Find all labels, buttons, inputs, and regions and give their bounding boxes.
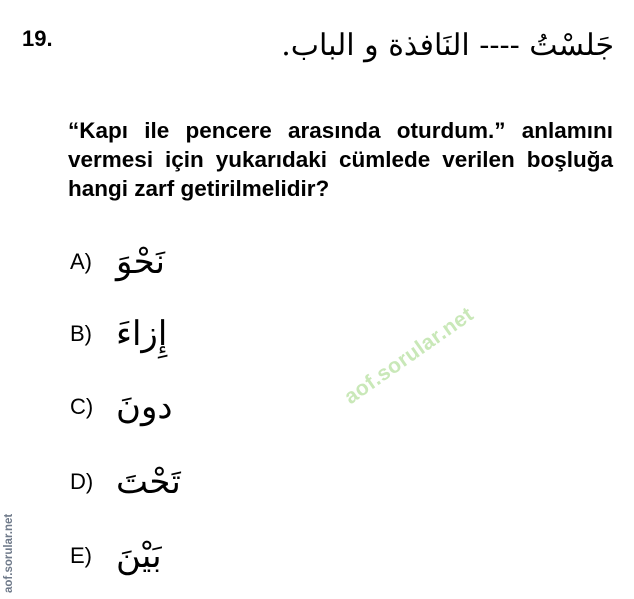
option-a[interactable] xyxy=(70,242,270,302)
option-d-letter: D) xyxy=(70,469,94,494)
option-a-text: نَحْوَ xyxy=(116,242,165,282)
option-e[interactable] xyxy=(70,536,270,596)
option-b[interactable] xyxy=(70,314,270,374)
option-c[interactable] xyxy=(70,387,270,447)
question-text: “Kapı ile pencere arasında oturdum.” anlamını vermesi için yukarıdaki cümlede verilen boşluğa hangi zarf getirilmelidir? xyxy=(68,118,613,201)
watermark: aof.sorular.net xyxy=(340,302,478,409)
option-a-letter: A) xyxy=(70,249,92,274)
option-d-text: تَحْتَ xyxy=(116,462,181,502)
option-c-text: دونَ xyxy=(116,387,173,427)
option-d[interactable] xyxy=(70,462,270,522)
option-e-letter: E) xyxy=(70,543,92,568)
option-b-letter: B) xyxy=(70,321,92,346)
side-watermark: aof.sorular.net xyxy=(3,513,15,593)
option-b-text: إِزاءَ xyxy=(116,314,168,354)
option-c-letter: C) xyxy=(70,394,94,419)
question-number: 19. xyxy=(22,26,53,51)
arabic-sentence: جَلسْتُ ---- النَافذة و الباب. xyxy=(281,28,614,63)
option-e-text: بَيْنَ xyxy=(116,536,162,576)
